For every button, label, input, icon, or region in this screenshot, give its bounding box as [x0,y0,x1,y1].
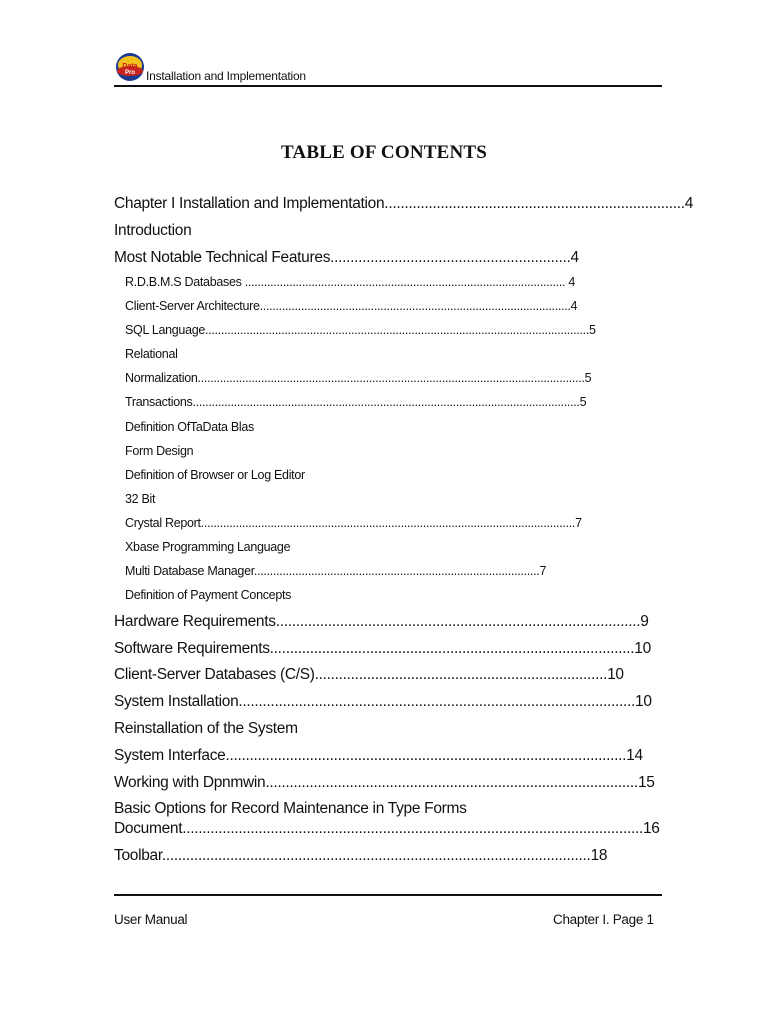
toc-entry: Introduction [114,222,192,239]
toc-subentry: Transactions..........................................................................................................................5 [125,395,587,409]
toc-entry: Chapter I Installation and Implementation...........................................................................4 [114,195,694,212]
toc-subentry: Definition of Browser or Log Editor [125,468,305,482]
toc-entry: Toolbar...........................................................................................................18 [114,847,608,864]
toc-entry: Basic Options for Record Maintenance in Type Forms [114,800,467,817]
toc-subentry: Relational [125,347,178,361]
toc-entry: Software Requirements...........................................................................................10 [114,640,651,657]
toc-subentry: 32 Bit [125,492,156,506]
company-logo [114,52,146,82]
toc-subentry: Xbase Programming Language [125,540,291,554]
toc-entry: Client-Server Databases (C/S).........................................................................10 [114,666,624,683]
toc-subentry: Crystal Report......................................................................................................................7 [125,516,582,530]
toc-entry: Reinstallation of the System [114,720,298,737]
toc-subentry: Client-Server Architecture..................................................................................................4 [125,299,578,313]
toc-subentry: SQL Language.........................................................................................................................5 [125,323,596,337]
toc-entry: Document...................................................................................................................16 [114,820,660,837]
footer-rule [114,894,662,896]
toc-entry: Working with Dpnmwin.............................................................................................15 [114,774,655,791]
toc-subentry: R.D.B.M.S Databases ..................................................................................................... 4 [125,275,576,289]
toc-subentry: Form Design [125,444,194,458]
footer-page-number: Chapter I. Page 1 [553,912,654,927]
toc-entry: System Interface....................................................................................................14 [114,747,643,764]
svg-text:Pro: Pro [124,70,136,76]
toc-subentry: Definition OfTaData Blas [125,420,254,434]
toc-entry: Most Notable Technical Features............................................................4 [114,249,579,266]
svg-text:Data: Data [122,63,138,70]
toc-subentry: Definition of Payment Concepts [125,588,292,602]
header-title: Installation and Implementation [146,69,306,83]
toc-subentry: Multi Database Manager..........................................................................................7 [125,564,547,578]
footer-left-text: User Manual [114,912,188,927]
toc-entry: System Installation...................................................................................................10 [114,693,652,710]
toc-entry: Hardware Requirements...........................................................................................9 [114,613,649,630]
page-header [114,52,662,88]
toc-title: TABLE OF CONTENTS [280,142,488,163]
header-rule [114,85,662,87]
toc-subentry: Normalization..........................................................................................................................5 [125,371,592,385]
